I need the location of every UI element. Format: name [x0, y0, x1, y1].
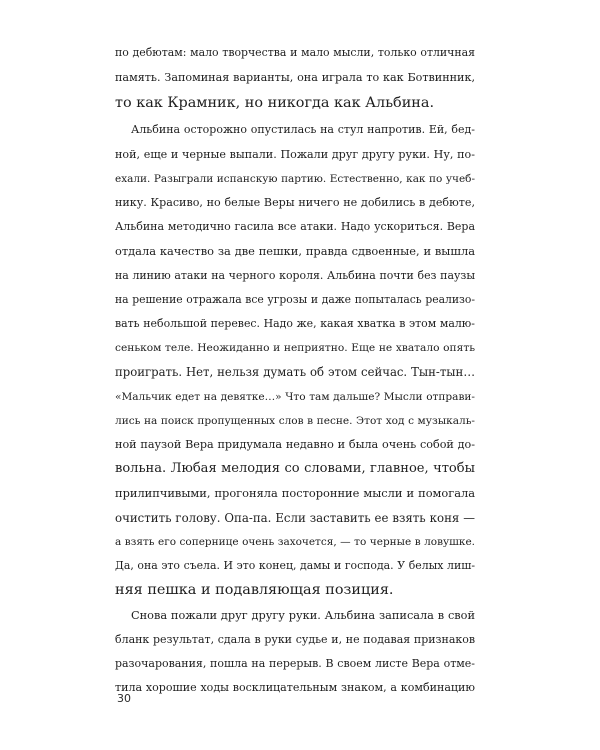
text-line: сеньком теле. Неожиданно и неприятно. Еще не хватало опять: [115, 341, 475, 354]
text-line: нику. Красиво, но белые Веры ничего не добились в дебюте,: [115, 196, 475, 209]
text-line: Альбина осторожно опустилась на стул напротив. Ей, бед-: [131, 123, 475, 136]
text-line: прилипчивыми, прогоняла посторонние мысли и помогала: [115, 486, 475, 500]
text-line: вольна. Любая мелодия со словами, главное, чтобы: [115, 461, 475, 476]
text-line: Снова пожали друг другу руки. Альбина записала в свой: [131, 609, 475, 622]
text-line: память. Запоминая варианты, она играла то как Ботвинник,: [115, 71, 475, 84]
text-line: по дебютам: мало творчества и мало мысли, только отличная: [115, 46, 475, 59]
text-line: отдала качество за две пешки, правда сдвоенные, и вышла: [115, 244, 475, 258]
text-line: «Мальчик едет на девятке…» Что там дальше? Мысли отправи-: [115, 391, 475, 403]
text-line: разочарования, пошла на перерыв. В своем листе Вера отме-: [115, 657, 475, 670]
text-line: ной паузой Вера придумала недавно и была очень собой до-: [115, 438, 475, 451]
text-line: вать небольшой перевес. Надо же, какая хватка в этом малю-: [115, 317, 475, 330]
text-line: то как Крамник, но никогда как Альбина.: [115, 95, 435, 111]
text-line: на линию атаки на черного короля. Альбина почти без паузы: [115, 269, 475, 282]
text-line: лись на поиск пропущенных слов в песне. Этот ход с музыкаль-: [115, 415, 475, 427]
text-line: тила хорошие ходы восклицательным знаком, а комбинацию: [115, 681, 475, 694]
text-line: на решение отражала все угрозы и даже попыталась реализо-: [115, 293, 475, 306]
text-line: а взять его сопернице очень захочется, — то черные в ловушке.: [115, 536, 475, 548]
text-line: Альбина методично гасила все атаки. Надо ускориться. Вера: [115, 220, 475, 233]
text-line: ной, еще и черные выпали. Пожали друг другу руки. Ну, по-: [115, 148, 475, 161]
text-line: Да, она это съела. И это конец, дамы и господа. У белых лиш-: [115, 559, 475, 572]
page-number: 30: [117, 692, 131, 705]
text-line: ехали. Разыграли испанскую партию. Естественно, как по учеб-: [115, 173, 475, 185]
text-line: няя пешка и подавляющая позиция.: [115, 582, 394, 598]
text-line: бланк результат, сдала в руки судье и, не подавая признаков: [115, 633, 475, 646]
text-line: очистить голову. Опа-па. Если заставить ее взять коня —: [115, 511, 475, 525]
text-line: проиграть. Нет, нельзя думать об этом сейчас. Тын-тын…: [115, 365, 475, 379]
